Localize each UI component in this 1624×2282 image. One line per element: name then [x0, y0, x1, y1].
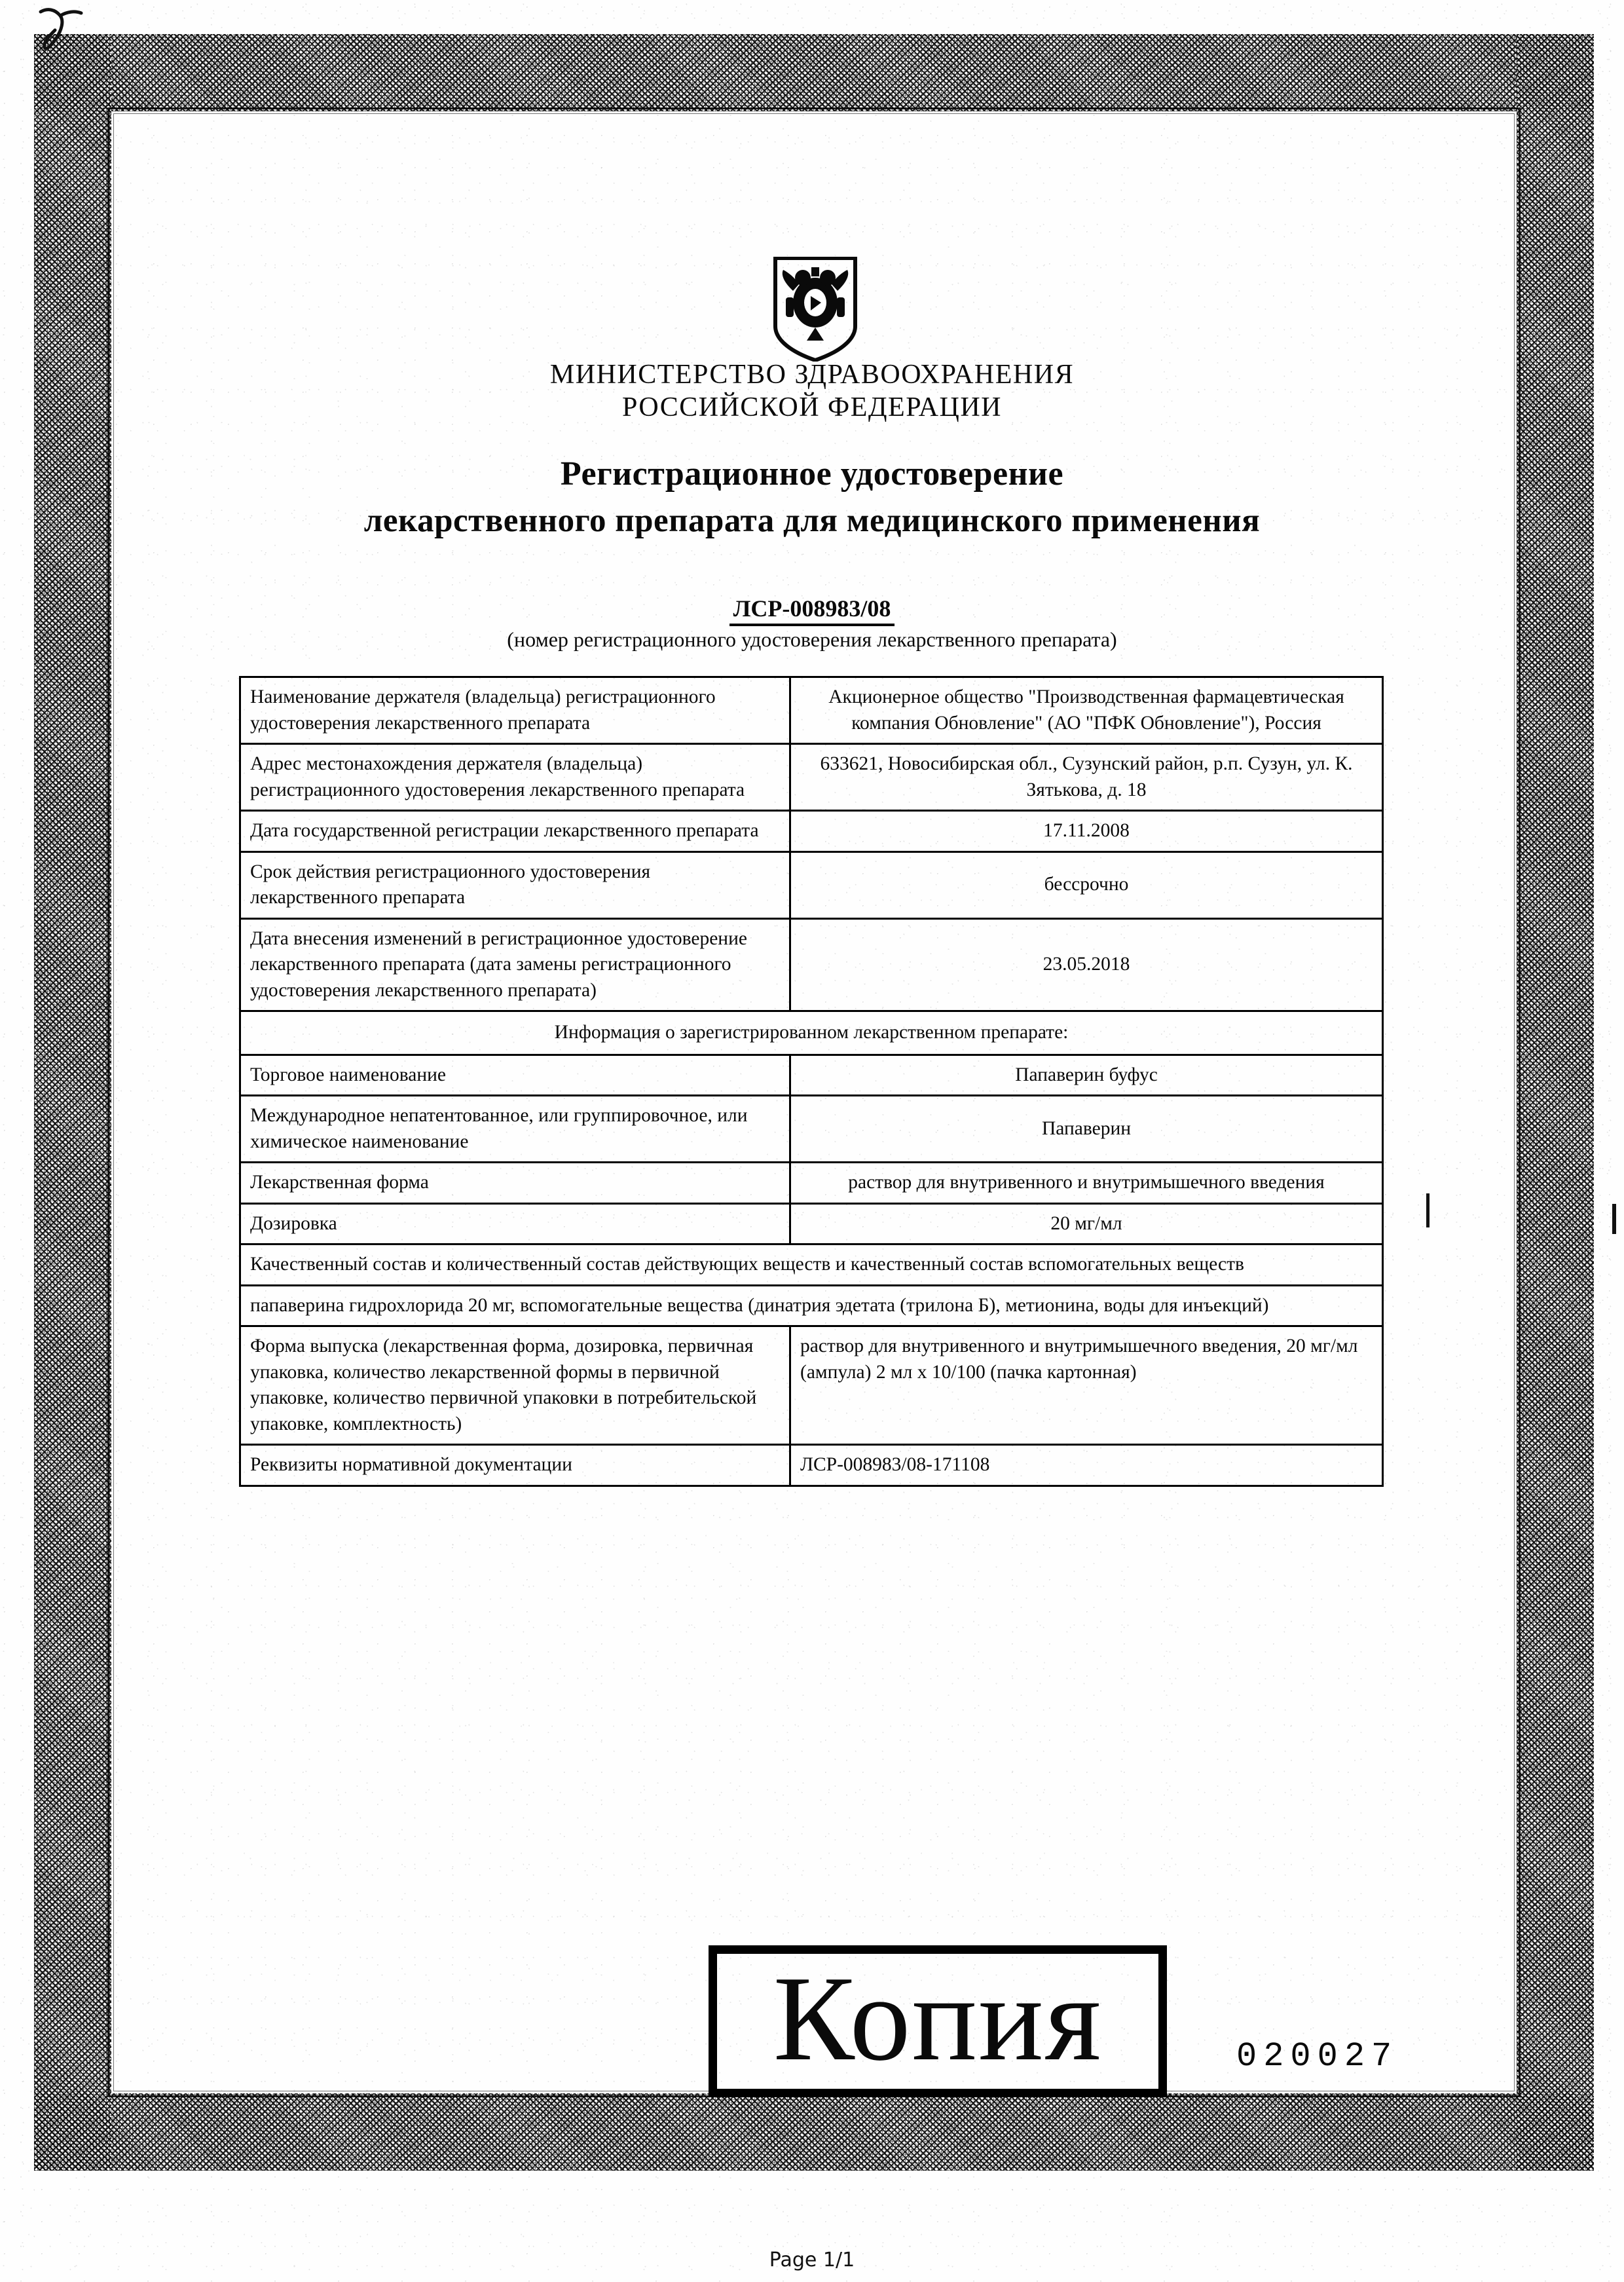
registration-number-value: ЛСР-008983/08 [729, 595, 895, 626]
registration-number-caption: (номер регистрационного удостоверения лекарственного препарата) [507, 627, 1117, 651]
row-label: Срок действия регистрационного удостоверения лекарственного препарата [240, 851, 790, 918]
table-row [240, 744, 1383, 811]
row-value: Акционерное общество "Производственная фармацевтическая компания Обновление" (АО "ПФК Обновление"), Россия [790, 677, 1383, 744]
row-value: 20 мг/мл [790, 1203, 1383, 1244]
stamp-serial-number: 020027 [1236, 2037, 1399, 2076]
registration-details-table [239, 676, 1384, 1487]
row-label: Реквизиты нормативной документации [240, 1445, 790, 1486]
copy-stamp [709, 1945, 1167, 2097]
registration-number [0, 595, 1624, 622]
page-indicator: Page 1/1 [769, 2249, 855, 2272]
row-value: Папаверин [790, 1096, 1383, 1163]
row-value: 23.05.2018 [790, 918, 1383, 1011]
table-row [240, 677, 1383, 744]
row-value: раствор для внутривенного и внутримышечного введения, 20 мг/мл (ампула) 2 мл х 10/100 (пачка картонная) [790, 1326, 1383, 1445]
document-title-line1: Регистрационное удостоверение [560, 455, 1064, 493]
scan-artifact-tick [1612, 1204, 1616, 1234]
table-section-header-row [240, 1011, 1383, 1055]
scan-artifact-tick [1426, 1193, 1430, 1227]
row-label: Торговое наименование [240, 1055, 790, 1096]
row-label: Международное непатентованное, или группировочное, или химическое наименование [240, 1096, 790, 1163]
table-row [240, 811, 1383, 852]
row-label: Адрес местонахождения держателя (владельца) регистрационного удостоверения лекарственного препарата [240, 744, 790, 811]
row-value: ЛСР-008983/08-171108 [790, 1445, 1383, 1486]
row-label: Лекарственная форма [240, 1163, 790, 1204]
row-label: Дата внесения изменений в регистрационное удостоверение лекарственного препарата (дата замены регистрационного удостоверения лекарственного препарата) [240, 918, 790, 1011]
section-header: Информация о зарегистрированном лекарственном препарате: [240, 1011, 1383, 1055]
copy-stamp-text: Копия [773, 1951, 1103, 2086]
composition-text: папаверина гидрохлорида 20 мг, вспомогательные вещества (динатрия эдетата (трилона Б), метионина, воды для инъекций) [240, 1285, 1383, 1326]
table-row [240, 1055, 1383, 1096]
handwritten-mark-icon [26, 4, 98, 76]
document-title-line2: лекарственного препарата для медицинского применения [363, 502, 1261, 539]
composition-header-row [240, 1244, 1383, 1286]
row-label: Дата государственной регистрации лекарственного препарата [240, 811, 790, 852]
table-row [240, 1203, 1383, 1244]
table-row [240, 1326, 1383, 1445]
table-row [240, 1163, 1383, 1204]
table-row [240, 1096, 1383, 1163]
ministry-name-line2: РОССИЙСКОЙ ФЕДЕРАЦИИ [622, 392, 1002, 422]
russian-coat-of-arms-icon [766, 257, 864, 362]
row-value: 633621, Новосибирская обл., Сузунский район, р.п. Сузун, ул. К. Зятькова, д. 18 [790, 744, 1383, 811]
row-label: Форма выпуска (лекарственная форма, дозировка, первичная упаковка, количество лекарственной формы в первичной упаковке, количество первичной упаковки в потребительской упаковке, комплектность) [240, 1326, 790, 1445]
row-value: бессрочно [790, 851, 1383, 918]
row-value: 17.11.2008 [790, 811, 1383, 852]
table-row [240, 1445, 1383, 1486]
table-row [240, 851, 1383, 918]
ministry-name-line1: МИНИСТЕРСТВО ЗДРАВООХРАНЕНИЯ [549, 360, 1075, 390]
composition-header: Качественный состав и количественный состав действующих веществ и качественный состав вспомогательных веществ [240, 1244, 1383, 1286]
row-label: Дозировка [240, 1203, 790, 1244]
row-label: Наименование держателя (владельца) регистрационного удостоверения лекарственного препарата [240, 677, 790, 744]
row-value: Папаверин буфус [790, 1055, 1383, 1096]
table-row [240, 918, 1383, 1011]
row-value: раствор для внутривенного и внутримышечного введения [790, 1163, 1383, 1204]
composition-text-row [240, 1285, 1383, 1326]
